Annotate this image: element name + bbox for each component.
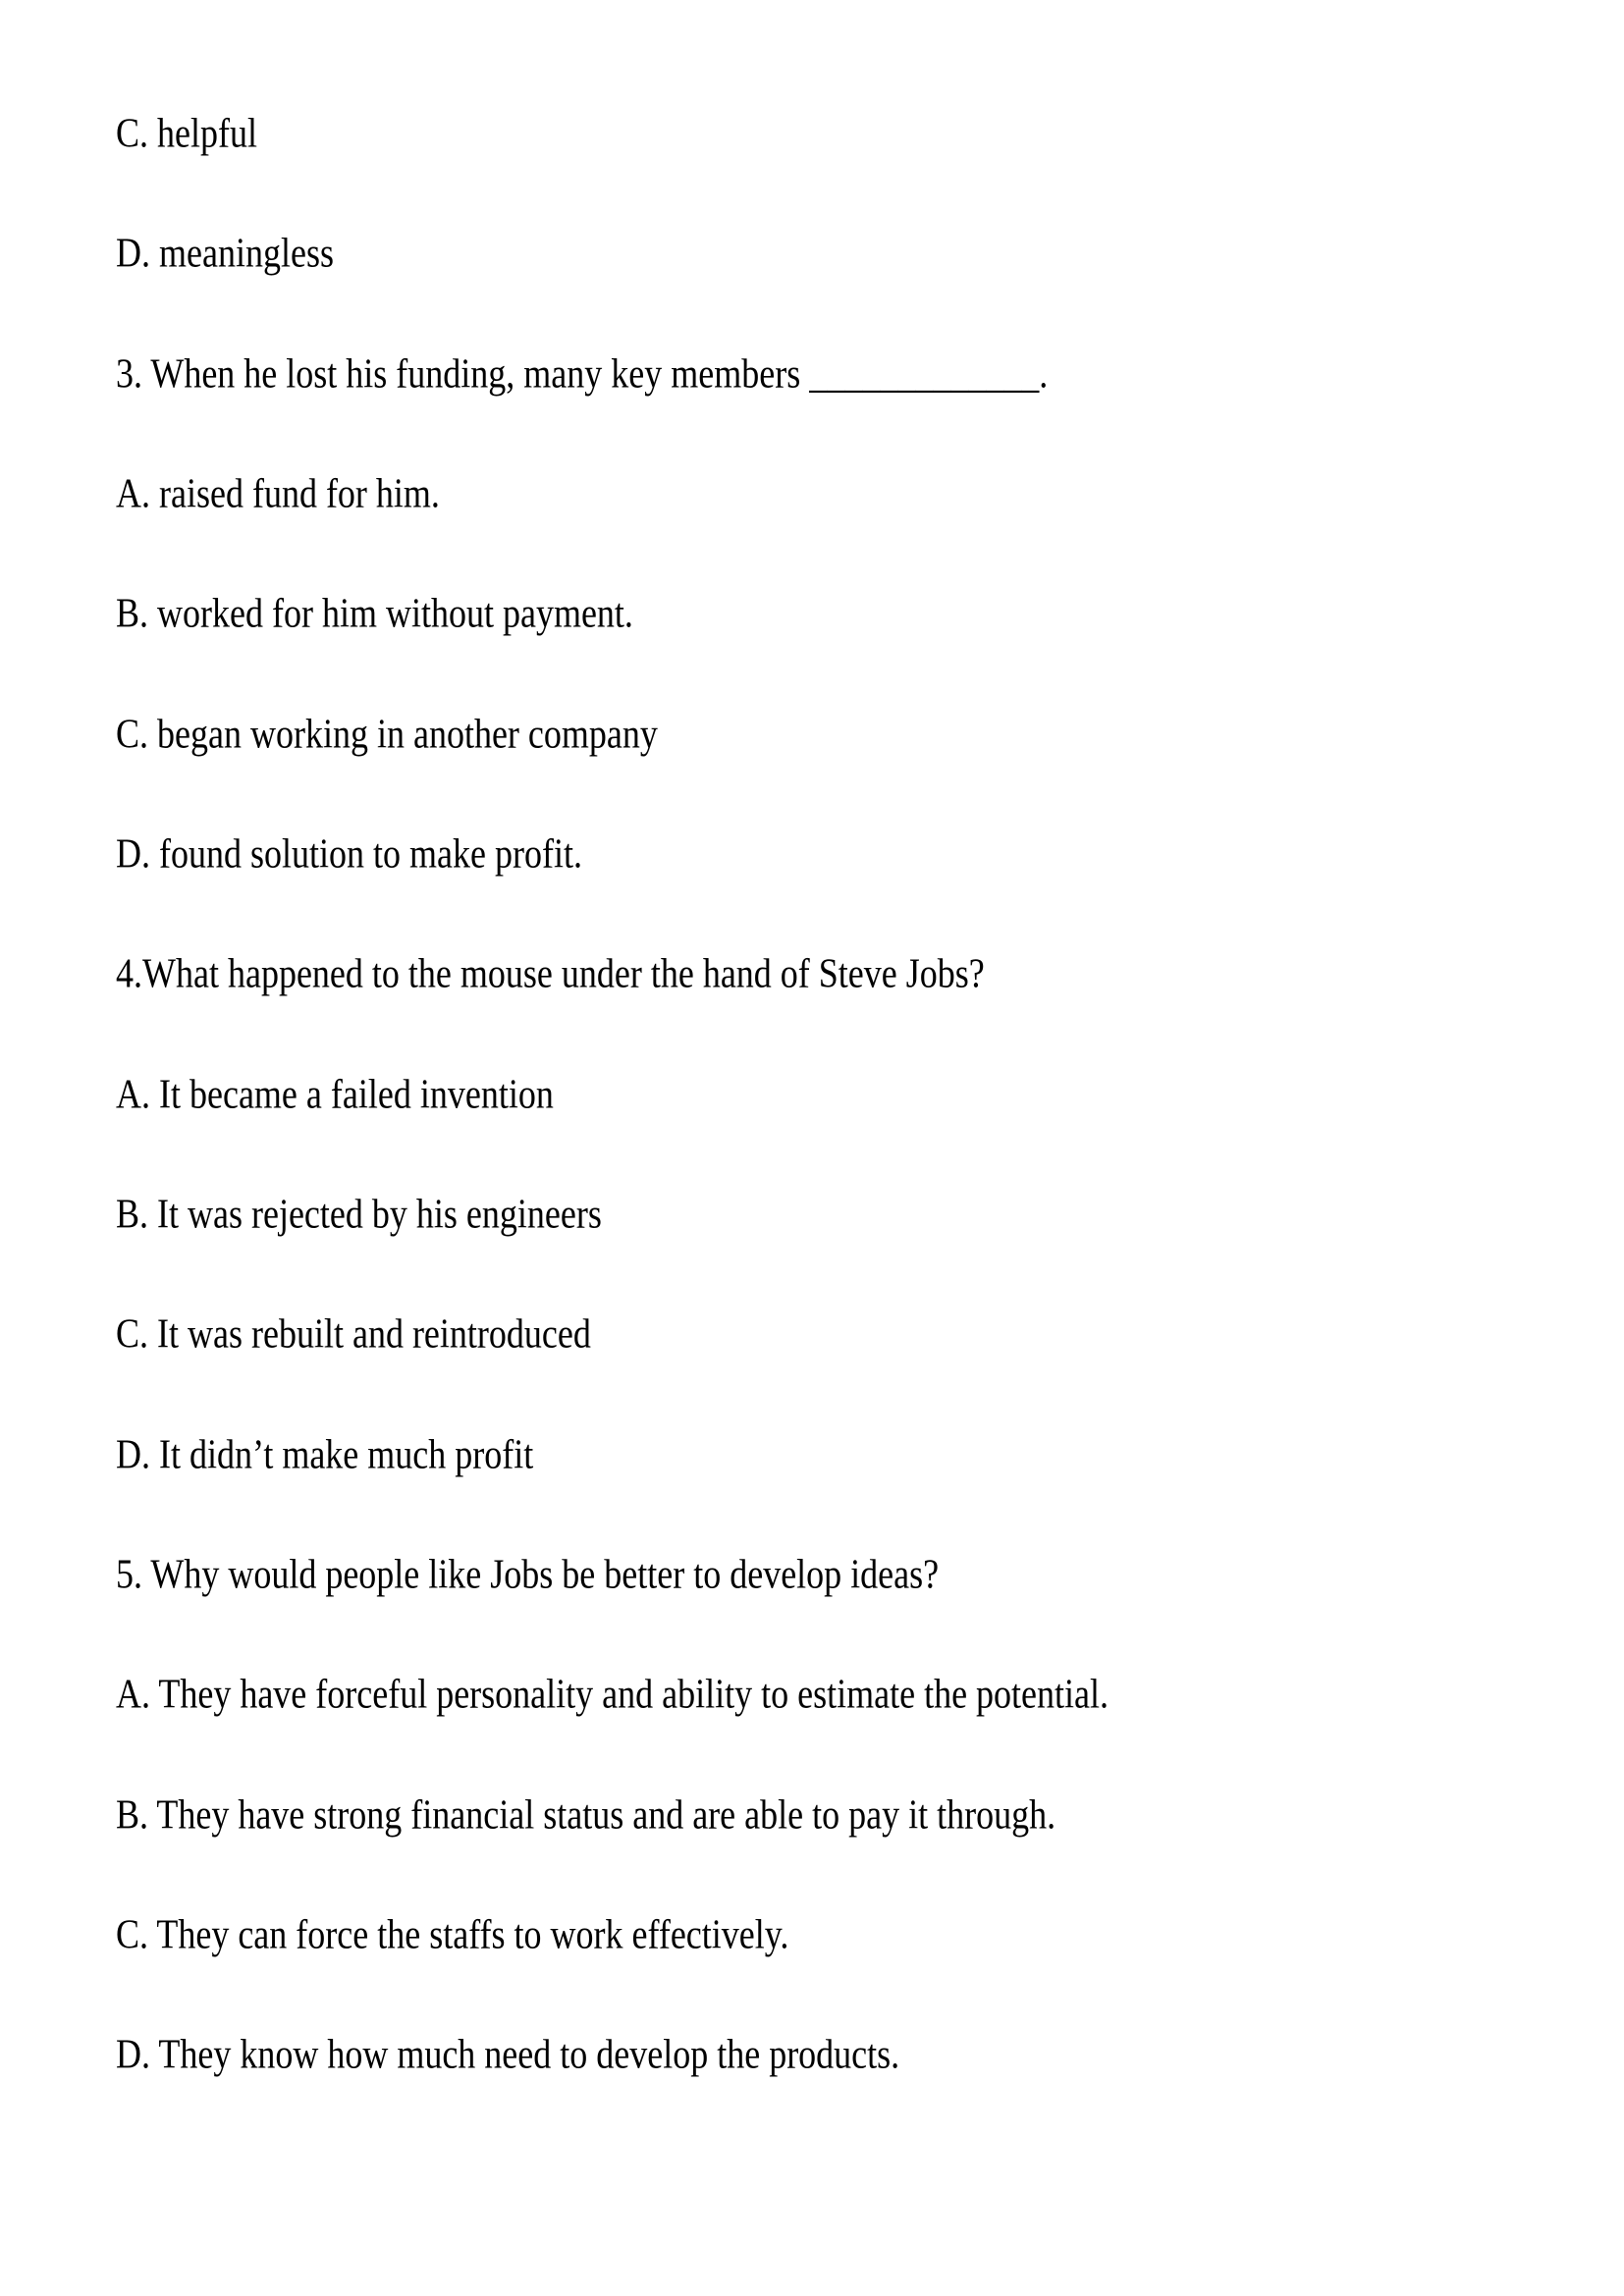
question-line: 4.What happened to the mouse under the hand of Steve Jobs? bbox=[116, 949, 985, 997]
answer-option-line: C. They can force the staffs to work effectively. bbox=[116, 1910, 789, 1958]
answer-option-line: D. meaningless bbox=[116, 229, 334, 277]
answer-option-line: C. began working in another company bbox=[116, 710, 658, 758]
answer-option-line: D. found solution to make profit. bbox=[116, 829, 582, 878]
answer-option-line: B. worked for him without payment. bbox=[116, 589, 633, 637]
question-line: 3. When he lost his funding, many key members _____________. bbox=[116, 349, 1049, 398]
answer-option-line: A. raised fund for him. bbox=[116, 469, 440, 517]
answer-option-line: A. They have forceful personality and ability to estimate the potential. bbox=[116, 1670, 1110, 1718]
answer-option-line: A. It became a failed invention bbox=[116, 1070, 554, 1118]
answer-option-line: C. helpful bbox=[116, 109, 257, 157]
answer-option-line: B. They have strong financial status and are able to pay it through. bbox=[116, 1790, 1056, 1839]
answer-option-line: B. It was rejected by his engineers bbox=[116, 1190, 602, 1238]
answer-option-line: D. It didn’t make much profit bbox=[116, 1430, 534, 1478]
answer-option-line: C. It was rebuilt and reintroduced bbox=[116, 1309, 591, 1358]
question-line: 5. Why would people like Jobs be better to develop ideas? bbox=[116, 1550, 940, 1598]
answer-option-line: D. They know how much need to develop the products. bbox=[116, 2030, 900, 2078]
